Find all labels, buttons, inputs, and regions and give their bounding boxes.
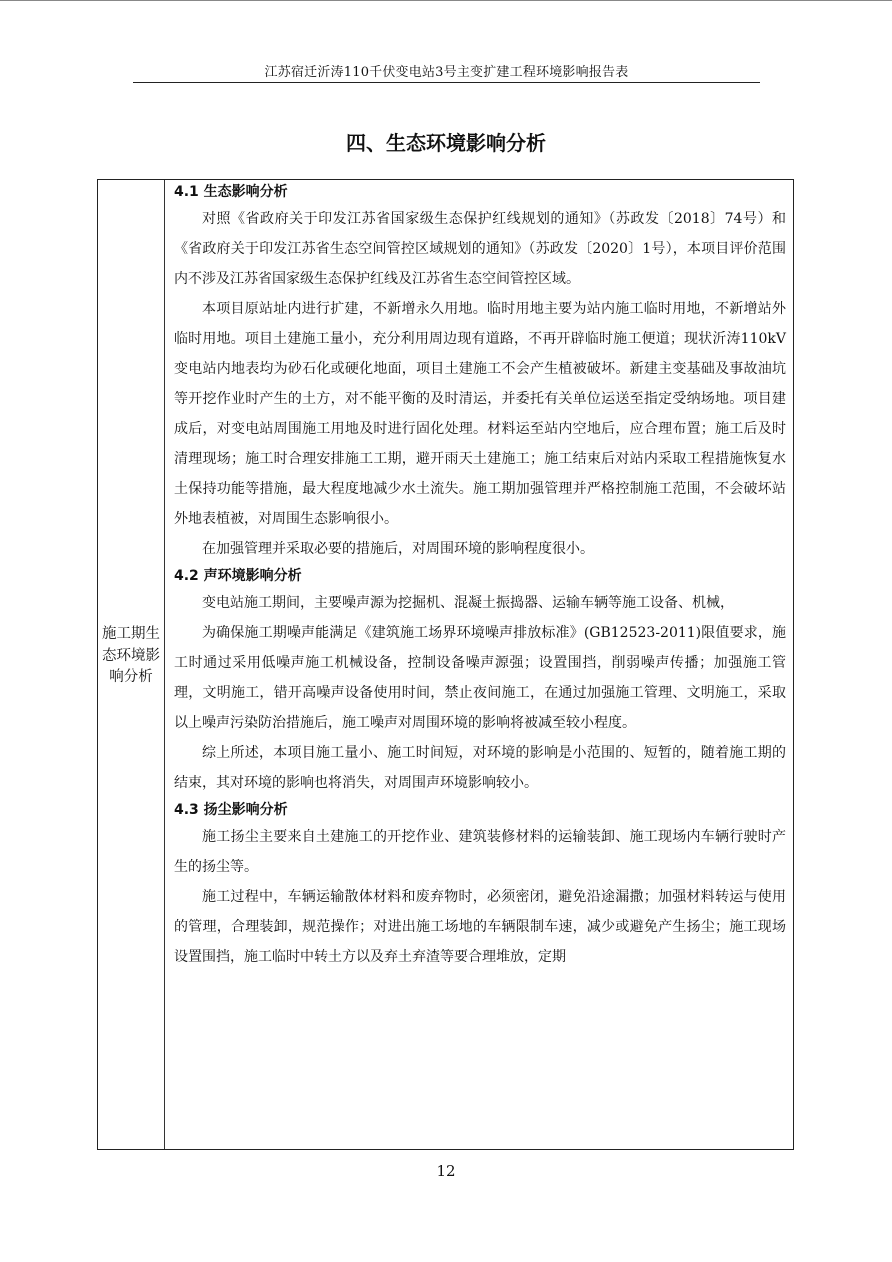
section-title: 四、生态环境影响分析 — [346, 131, 546, 155]
paragraph-4-1-1: 对照《省政府关于印发江苏省国家级生态保护红线规划的通知》（苏政发〔2018〕74号）和《省政府关于印发江苏省生态空间管控区域规划的通知》（苏政发〔2020〕1号），本项目评价范围内不涉及江苏省国家级生态保护红线及江苏省生态空间管控区域。 — [174, 211, 786, 287]
paragraph-4-2-2: 为确保施工期噪声能满足《建筑施工场界环境噪声排放标准》(GB12523-2011)限值要求，施工时通过采用低噪声施工机械设备，控制设备噪声源强；设置围挡，削弱噪声传播；加强施工管理，文明施工，错开高噪声设备使用时间，禁止夜间施工，在通过加强施工管理、文明施工，采取以上噪声污染防治措施后，施工噪声对周围环境的影响将被减至较小程度。 — [174, 625, 786, 731]
page-number: 12 — [436, 1162, 456, 1180]
category-column — [98, 180, 165, 1149]
paragraph-4-1-3: 在加强管理并采取必要的措施后，对周围环境的影响程度很小。 — [202, 541, 594, 557]
paragraph-4-1-2: 本项目原站址内进行扩建，不新增永久用地。临时用地主要为站内施工临时用地，不新增站外临时用地。项目土建施工量小，充分利用周边现有道路，不再开辟临时施工便道；现状沂涛110kV变电站内地表均为砂石化或硬化地面，项目土建施工不会产生植被破坏。新建主变基础及事故油坑等开挖作业时产生的土方，对不能平衡的及时清运，并委托有关单位运送至指定受纳场地。项目建成后，对变电站周围施工用地及时进行固化处理。材料运至站内空地后，应合理布置；施工后及时清理现场；施工时合理安排施工工期，避开雨天土建施工；施工结束后对站内采取工程措施恢复水土保持功能等措施，最大程度地减少水土流失。施工期加强管理并严格控制施工范围，不会破坏站外地表植被，对周围生态影响很小。 — [174, 301, 786, 527]
content-table — [97, 179, 794, 1150]
paragraph-4-2-1: 变电站施工期间，主要噪声源为挖掘机、混凝土振捣器、运输车辆等施工设备、机械， — [202, 595, 734, 611]
heading-4-2: 4.2 声环境影响分析 — [174, 568, 302, 584]
header-rule — [133, 82, 760, 83]
heading-4-1: 4.1 生态影响分析 — [174, 184, 288, 200]
page-top-border — [0, 0, 892, 1]
paragraph-4-2-3: 综上所述，本项目施工量小、施工时间短，对环境的影响是小范围的、短暂的，随着施工期的结束，其对环境的影响也将消失，对周围声环境影响较小。 — [174, 745, 786, 791]
paragraph-4-3-1: 施工扬尘主要来自土建施工的开挖作业、建筑装修材料的运输装卸、施工现场内车辆行驶时产生的扬尘等。 — [174, 829, 786, 875]
heading-4-3: 4.3 扬尘影响分析 — [174, 802, 288, 818]
category-label: 施工期生态环境影响分析 — [102, 626, 160, 685]
analysis-content — [174, 180, 786, 972]
running-header: 江苏宿迁沂涛110千伏变电站3号主变扩建工程环境影响报告表 — [264, 65, 629, 80]
paragraph-4-3-2: 施工过程中，车辆运输散体材料和废弃物时，必须密闭，避免沿途漏撒；加强材料转运与使用的管理，合理装卸，规范操作；对进出施工场地的车辆限制车速，减少或避免产生扬尘；施工现场设置围挡，施工临时中转土方以及弃土弃渣等要合理堆放，定期 — [174, 889, 786, 965]
